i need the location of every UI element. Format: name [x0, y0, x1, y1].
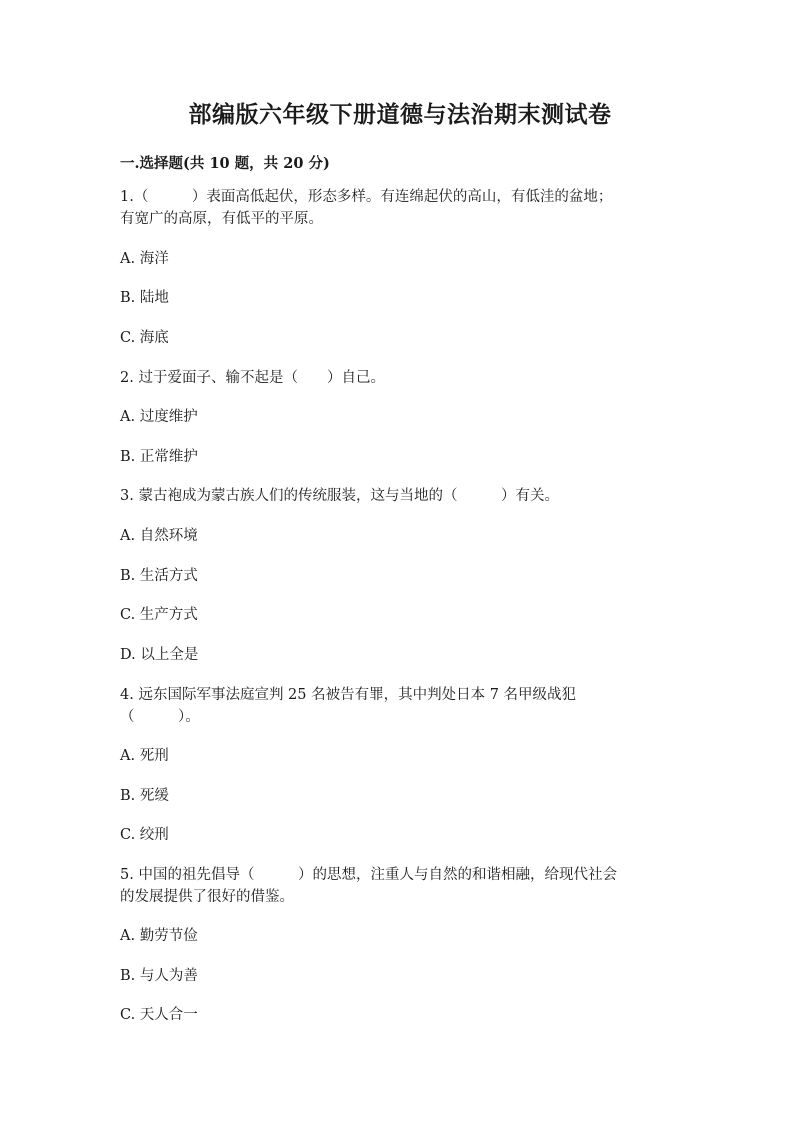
question-1-option-a: A. 海洋	[120, 251, 169, 267]
question-5-stem-line-2: 的发展提供了很好的借鉴。	[120, 889, 294, 905]
question-4-option-a: A. 死刑	[120, 748, 169, 764]
question-1-stem-line-2: 有宽广的高原，有低平的平原。	[120, 211, 323, 227]
question-1-stem-line-1: 1.（ ）表面高低起伏，形态多样。有连绵起伏的高山，有低洼的盆地；	[120, 189, 613, 205]
question-3-stem-line-1: 3. 蒙古袍成为蒙古族人们的传统服装，这与当地的（ ）有关。	[120, 488, 559, 504]
question-2-option-b: B. 正常维护	[120, 449, 198, 465]
page-title: 部编版六年级下册道德与法治期末测试卷	[188, 101, 612, 128]
question-5-option-b: B. 与人为善	[120, 968, 198, 984]
question-1-option-c: C. 海底	[120, 330, 169, 346]
question-4-stem-line-2: （ ）。	[120, 709, 200, 725]
question-5-option-c: C. 天人合一	[120, 1007, 198, 1023]
question-5-stem-line-1: 5. 中国的祖先倡导（ ）的思想，注重人与自然的和谐相融，给现代社会	[120, 867, 617, 883]
question-5-option-a: A. 勤劳节俭	[120, 928, 198, 944]
question-3-option-c: C. 生产方式	[120, 607, 198, 623]
question-3-option-a: A. 自然环境	[120, 528, 198, 544]
question-1-option-b: B. 陆地	[120, 290, 169, 306]
question-3-option-d: D. 以上全是	[120, 647, 199, 663]
question-4-option-b: B. 死缓	[120, 788, 169, 804]
question-4-option-c: C. 绞刑	[120, 827, 169, 843]
question-2-option-a: A. 过度维护	[120, 409, 198, 425]
question-4-stem-line-1: 4. 远东国际军事法庭宣判 25 名被告有罪，其中判处日本 7 名甲级战犯	[120, 687, 577, 703]
question-2-stem-line-1: 2. 过于爱面子、输不起是（ ）自己。	[120, 370, 385, 386]
question-3-option-b: B. 生活方式	[120, 568, 198, 584]
section-heading: 一.选择题(共 10 题，共 20 分)	[120, 155, 330, 172]
